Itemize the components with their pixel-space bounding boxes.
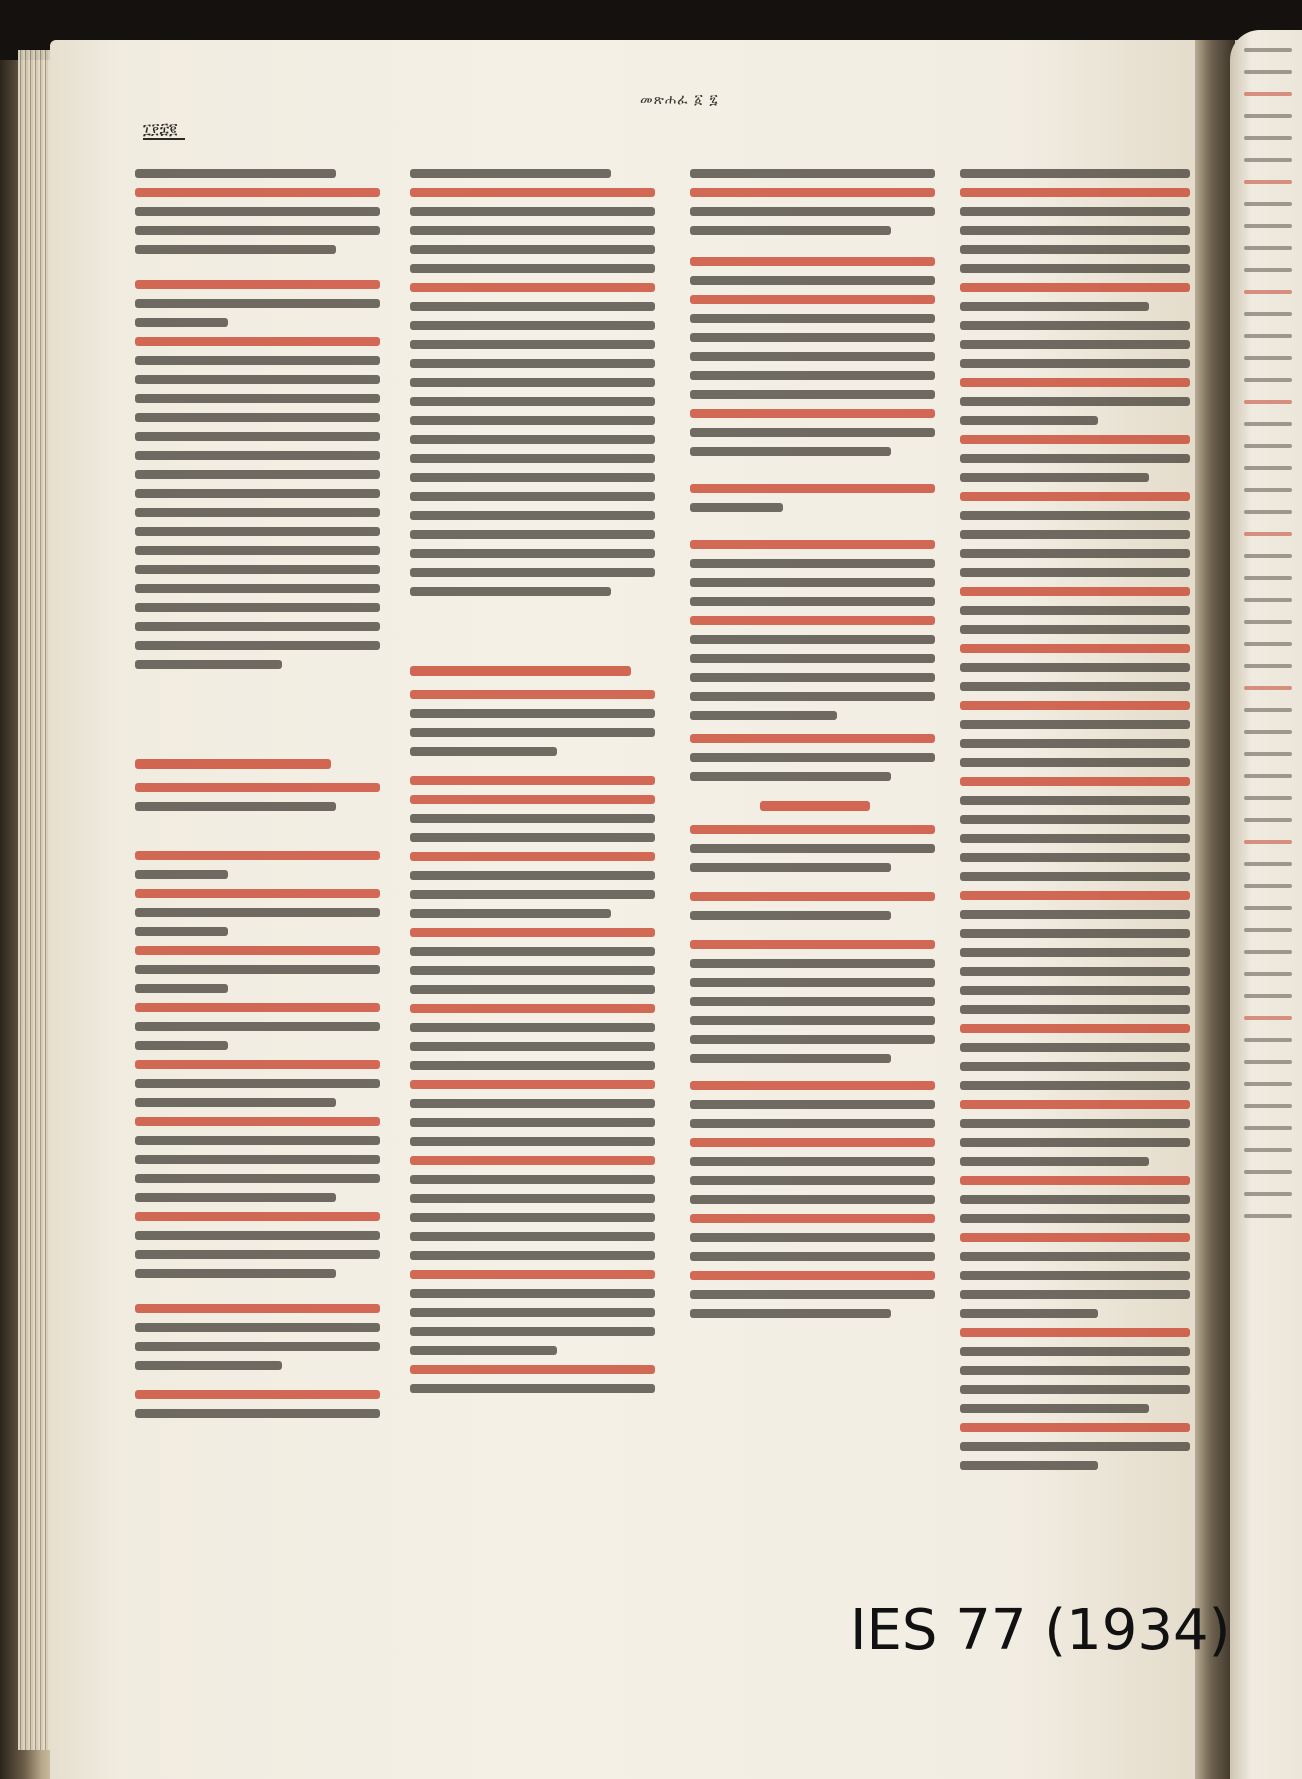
running-head: መጽሐፈ ፩ ፯ (640, 92, 719, 108)
facing-page-edge (1230, 30, 1302, 1779)
book-gutter (1195, 40, 1235, 1779)
page-number-underline (143, 138, 185, 140)
text-column-1 (135, 162, 380, 1432)
text-column-4 (960, 162, 1190, 1484)
text-column-3 (690, 162, 935, 1332)
image-caption: IES 77 (1934) (850, 1598, 1231, 1663)
text-column-2 (410, 162, 655, 1407)
page-number: ፲፻፰፪ (143, 120, 178, 138)
